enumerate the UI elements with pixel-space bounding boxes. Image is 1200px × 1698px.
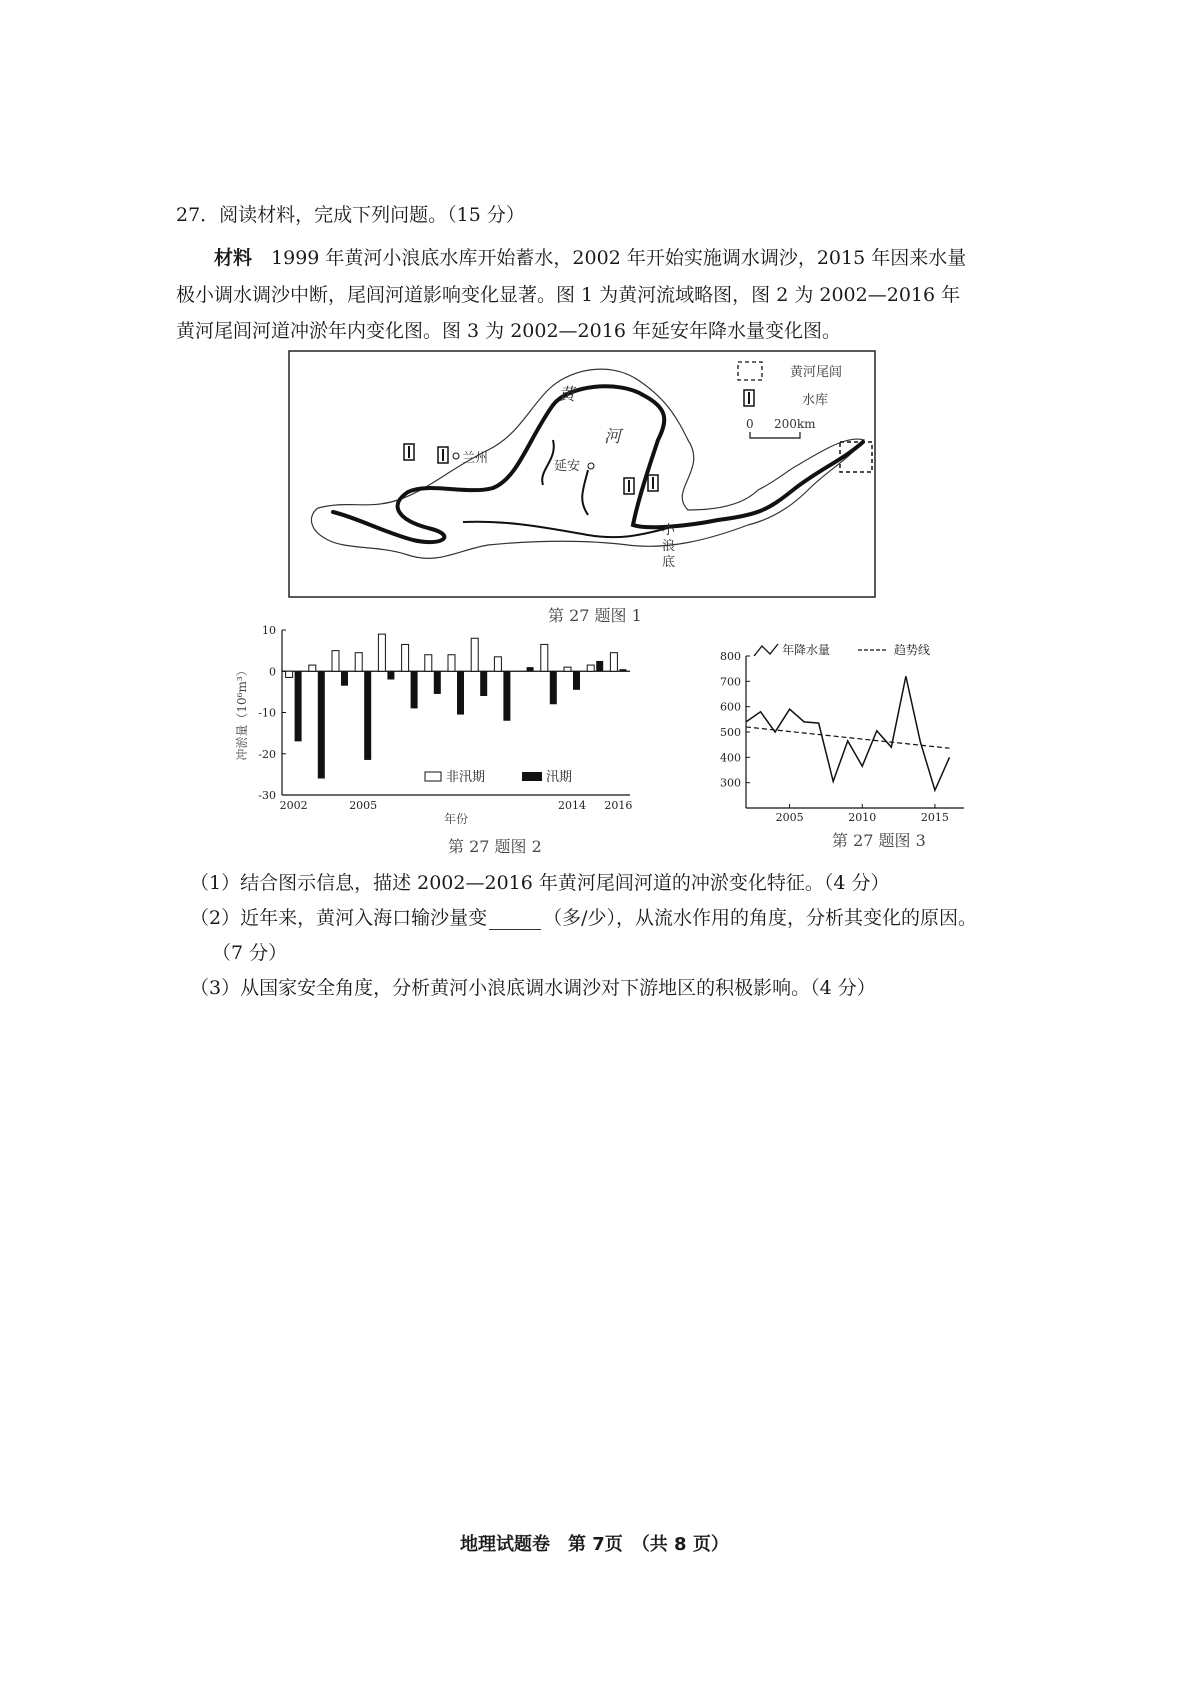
legend-label-precipitation: 年降水量 <box>782 643 831 657</box>
material-line-3: 黄河尾闾河道冲淤年内变化图。图 3 为 2002—2016 年延安年降水量变化图。 <box>176 320 841 342</box>
xiaolangdi-label-2: 浪 <box>662 539 676 554</box>
yellow-river-basin-map <box>288 350 876 598</box>
y-tick-label: 300 <box>720 776 741 790</box>
figure3-caption: 第 27 题图 3 <box>832 831 926 850</box>
x-tick-label: 2010 <box>848 811 877 824</box>
reservoir-icon <box>624 478 634 494</box>
river-label-he: 河 <box>604 427 621 447</box>
reservoir-icon <box>438 447 448 463</box>
figure2-caption: 第 27 题图 2 <box>448 837 542 856</box>
sediment-bar-chart <box>230 620 700 830</box>
legend-estuary-label: 黄河尾闾 <box>790 365 843 380</box>
bar-flood-season <box>411 671 418 708</box>
legend-swatch-precipitation <box>754 644 778 656</box>
question-title: 27．阅读材料，完成下列问题。（15 分） <box>176 204 525 226</box>
bar-non-flood-season <box>378 634 385 671</box>
x-tick-label: 2002 <box>279 799 308 812</box>
x-tick-label: 2016 <box>604 799 633 812</box>
yanan-label: 延安 <box>554 459 581 474</box>
y-tick-label: 400 <box>720 751 741 765</box>
y-tick-label: 600 <box>720 700 741 714</box>
bar-non-flood-season <box>471 638 478 671</box>
yanan-city-marker <box>588 463 594 469</box>
y-tick-label: -10 <box>258 706 276 720</box>
y-tick-label: 500 <box>720 726 741 739</box>
subquestion-2-part-b: （多/少），从流水作用的角度，分析其变化的原因。 <box>543 907 977 929</box>
y-tick-label: 800 <box>720 650 741 663</box>
reservoir-icon <box>404 444 414 460</box>
series-line-precipitation <box>746 676 949 790</box>
material-line-2: 极小调水调沙中断，尾闾河道影响变化显著。图 1 为黄河流域略图，图 2 为 2002—2016 年 <box>176 284 961 306</box>
legend-swatch-non-flood <box>425 772 441 781</box>
bar-flood-season <box>573 671 580 690</box>
bar-non-flood-season <box>332 651 339 672</box>
legend-label-non-flood: 非汛期 <box>446 770 486 785</box>
lanzhou-city-marker <box>453 453 459 459</box>
x-tick-label: 2014 <box>558 799 586 812</box>
x-tick-label: 2005 <box>349 799 378 812</box>
x-tick-label: 2005 <box>775 811 804 824</box>
bar-non-flood-season <box>355 653 362 672</box>
lanzhou-label: 兰州 <box>462 451 489 466</box>
legend-label-flood: 汛期 <box>546 770 573 785</box>
x-axis-label: 年份 <box>443 812 469 826</box>
subquestion-3: （3）从国家安全角度，分析黄河小浪底调水调沙对下游地区的积极影响。（4 分） <box>190 977 876 999</box>
bar-non-flood-season <box>564 667 571 671</box>
legend-swatch-flood <box>522 772 542 781</box>
bar-non-flood-season <box>494 657 501 671</box>
bar-flood-season <box>550 671 557 704</box>
precipitation-line-chart <box>708 638 970 824</box>
bar-flood-season <box>318 671 325 778</box>
y-tick-label: -20 <box>258 747 276 761</box>
page-footer: 地理试题卷 第 7页 （共 8 页） <box>460 1534 729 1555</box>
material-text-1: 1999 年黄河小浪底水库开始蓄水，2002 年开始实施调水调沙，2015 年因来水量 <box>271 247 967 269</box>
legend-reservoir-label: 水库 <box>802 393 829 408</box>
scale-zero: 0 <box>746 417 754 431</box>
scale-distance: 200km <box>774 417 816 431</box>
y-axis-label: 冲淤量（10⁶m³） <box>235 664 249 761</box>
y-tick-label: -30 <box>258 789 276 802</box>
bar-flood-season <box>480 671 487 696</box>
bar-flood-season <box>596 661 603 671</box>
bar-flood-season <box>434 671 441 694</box>
bar-flood-season <box>387 671 394 679</box>
bar-non-flood-season <box>286 671 293 677</box>
bar-non-flood-season <box>402 644 409 671</box>
answer-blank[interactable] <box>489 911 541 930</box>
subquestion-2-part-a: （2）近年来，黄河入海口输沙量变 <box>190 907 488 929</box>
bar-non-flood-season <box>587 665 594 671</box>
y-tick-label: 10 <box>262 624 276 637</box>
bar-flood-season <box>527 667 534 671</box>
legend-label-trend: 趋势线 <box>894 643 931 657</box>
xiaolangdi-label-1: 小 <box>662 523 676 538</box>
subquestion-2-score: （7 分） <box>212 942 288 964</box>
bar-flood-season <box>295 671 302 741</box>
bar-non-flood-season <box>610 653 617 672</box>
bar-non-flood-season <box>541 644 548 671</box>
subquestion-1: （1）结合图示信息，描述 2002—2016 年黄河尾闾河道的冲淤变化特征。（4 分） <box>190 872 890 894</box>
material-line-1 <box>214 243 966 270</box>
xiaolangdi-label-3: 底 <box>662 555 676 570</box>
bar-non-flood-season <box>425 655 432 672</box>
reservoir-icon <box>648 475 658 491</box>
bar-flood-season <box>457 671 464 714</box>
material-label: 材料 <box>214 247 253 269</box>
bar-non-flood-season <box>448 655 455 672</box>
bar-flood-season <box>503 671 510 721</box>
bar-flood-season <box>341 671 348 685</box>
figure1-caption: 第 27 题图 1 <box>548 606 642 625</box>
bar-non-flood-season <box>309 665 316 671</box>
legend-reservoir-icon <box>744 390 754 406</box>
y-tick-label: 700 <box>720 675 741 689</box>
y-tick-label: 0 <box>269 665 276 679</box>
bar-flood-season <box>619 669 626 671</box>
river-label-huang: 黄 <box>558 385 575 405</box>
x-tick-label: 2015 <box>920 811 949 824</box>
bar-flood-season <box>364 671 371 760</box>
subquestion-2 <box>190 903 977 930</box>
